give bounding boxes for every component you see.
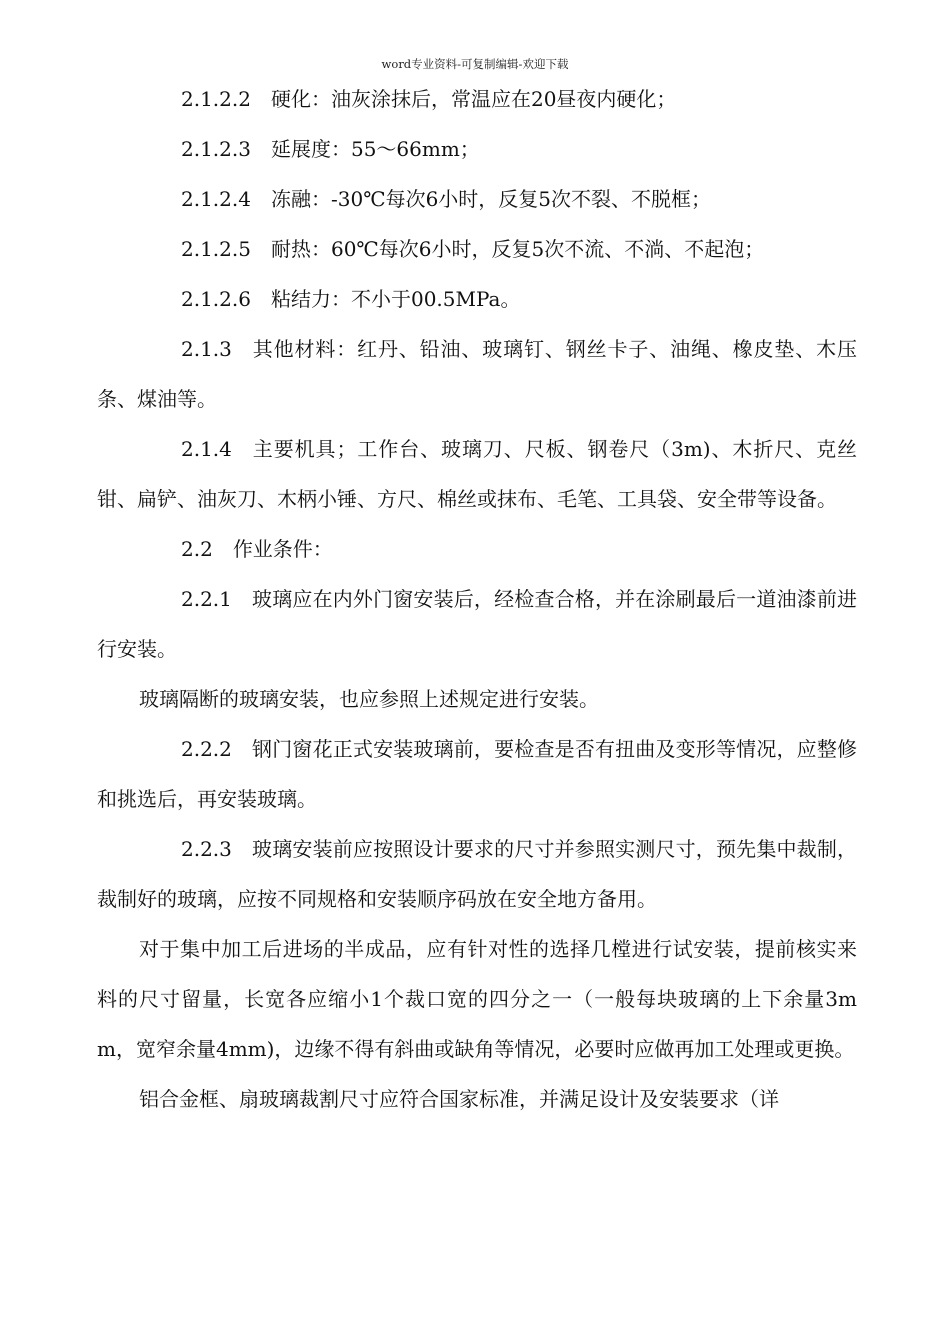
paragraph-glass-partition [97,674,857,724]
paragraph-2-2 [97,524,857,574]
paragraph-text: 硬化：油灰涂抹后，常温应在20昼夜内硬化； [270,87,677,111]
paragraph-2-1-4 [97,424,857,524]
section-number: 2.1.2.3 [181,137,251,161]
paragraph-2-1-2-5 [97,224,857,274]
paragraph-text: 延展度：55～66mm； [270,137,480,161]
paragraph-text: 冻融：-30℃每次6小时，反复5次不裂、不脱框； [270,187,712,211]
paragraph-text: 作业条件： [232,537,333,561]
section-number: 2.1.4 [181,437,232,461]
paragraph-text: 对于集中加工后进场的半成品，应有针对性的选择几樘进行试安装，提前核实来料的尺寸留量，长宽各应缩小1个裁口宽的四分之一（一般每块玻璃的上下余量3mm，宽窄余量4mm)，边缘不得有斜曲或缺角等情况，必要时应做再加工处理或更换。 [97,937,857,1061]
paragraph-text: 玻璃应在内外门窗安装后，经检查合格，并在涂刷最后一道油漆前进行安装。 [97,587,857,661]
section-number: 2.1.2.5 [181,237,251,261]
section-number: 2.2 [181,537,213,561]
paragraph-2-1-2-2 [97,74,857,124]
document-body [97,74,857,1124]
paragraph-semi-finished [97,924,857,1074]
paragraph-2-2-2 [97,724,857,824]
paragraph-2-1-3 [97,324,857,424]
paragraph-text: 玻璃隔断的玻璃安装，也应参照上述规定进行安装。 [139,687,599,711]
paragraph-text: 耐热：60℃每次6小时，反复5次不流、不淌、不起泡； [270,237,765,261]
section-number: 2.2.1 [181,587,232,611]
section-number: 2.1.2.2 [181,87,251,111]
paragraph-text: 其他材料：红丹、铅油、玻璃钉、钢丝卡子、油绳、橡皮垫、木压条、煤油等。 [97,337,857,411]
section-number: 2.2.3 [181,837,232,861]
paragraph-2-2-3 [97,824,857,924]
paragraph-2-1-2-3 [97,124,857,174]
paragraph-2-1-2-4 [97,174,857,224]
paragraph-2-1-2-6 [97,274,857,324]
section-number: 2.1.2.6 [181,287,251,311]
section-number: 2.1.3 [181,337,232,361]
paragraph-text: 主要机具；工作台、玻璃刀、尺板、钢卷尺（3m)、木折尺、克丝钳、扁铲、油灰刀、木柄小锤、方尺、棉丝或抹布、毛笔、工具袋、安全带等设备。 [97,437,857,511]
paragraph-text: 钢门窗花正式安装玻璃前，要检查是否有扭曲及变形等情况，应整修和挑选后，再安装玻璃。 [97,737,857,811]
paragraph-text: 玻璃安装前应按照设计要求的尺寸并参照实测尺寸，预先集中裁制，裁制好的玻璃，应按不同规格和安装顺序码放在安全地方备用。 [97,837,857,911]
page-header: word专业资料-可复制编辑-欢迎下载 [381,57,569,71]
paragraph-aluminum-frame [97,1074,857,1124]
paragraph-text: 铝合金框、扇玻璃裁割尺寸应符合国家标准，并满足设计及安装要求（详 [139,1087,779,1111]
section-number: 2.1.2.4 [181,187,251,211]
paragraph-text: 粘结力：不小于00.5MPa。 [270,287,521,311]
section-number: 2.2.2 [181,737,232,761]
paragraph-2-2-1 [97,574,857,674]
